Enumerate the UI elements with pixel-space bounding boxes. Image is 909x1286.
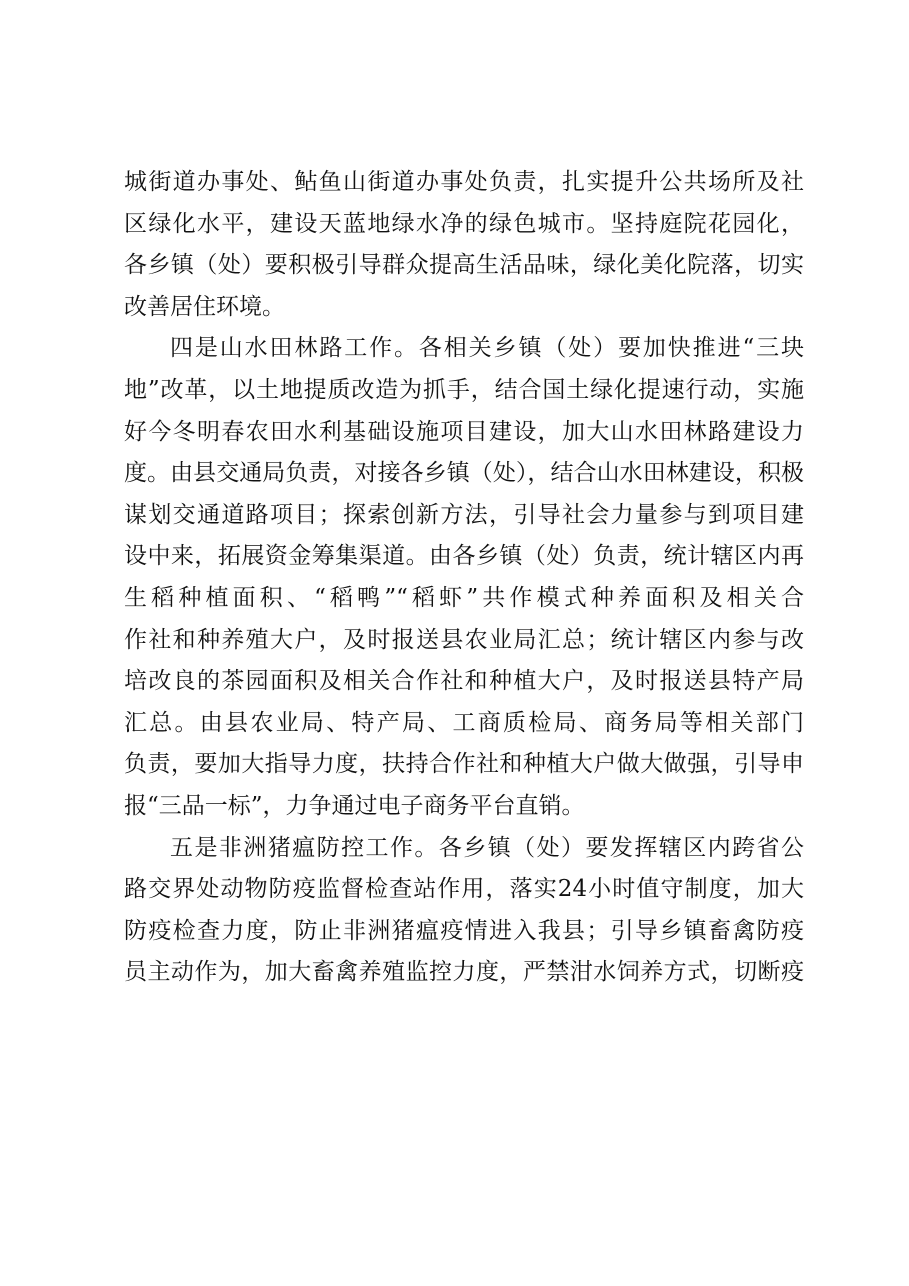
text-line: 负责，要加大指导力度，扶持合作社和种植大户做大做强，引导申	[124, 751, 804, 778]
text-line: 四是山水田林路工作。各相关乡镇（处）要加快推进“三块	[170, 335, 804, 362]
text-line: 改善居住环境。	[124, 293, 285, 320]
text-line: 五是非洲猪瘟防控工作。各乡镇（处）要发挥辖区内跨省公	[170, 834, 804, 861]
text-line: 谋划交通道路项目；探索创新方法，引导社会力量参与到项目建	[124, 501, 804, 528]
text-line: 防疫检查力度，防止非洲猪瘟疫情进入我县；引导乡镇畜禽防疫	[124, 917, 804, 944]
text-line: 地”改革，以土地提质改造为抓手，结合国土绿化提速行动，实施	[124, 376, 804, 403]
text-line: 度。由县交通局负责，对接各乡镇（处），结合山水田林建设，积极	[124, 460, 804, 487]
text-line: 设中来，拓展资金筹集渠道。由各乡镇（处）负责，统计辖区内再	[124, 543, 804, 570]
text-line: 区绿化水平，建设天蓝地绿水净的绿色城市。坚持庭院花园化，	[124, 210, 804, 237]
text-line: 作社和种养殖大户，及时报送县农业局汇总；统计辖区内参与改	[124, 626, 804, 653]
text-line: 路交界处动物防疫监督检查站作用，落实24小时值守制度，加大	[124, 876, 804, 903]
text-line: 城街道办事处、鲇鱼山街道办事处负责，扎实提升公共场所及社	[124, 169, 804, 195]
document-body	[124, 162, 804, 994]
text-line: 汇总。由县农业局、特产局、工商质检局、商务局等相关部门	[124, 709, 804, 736]
text-line: 培改良的茶园面积及相关合作社和种植大户，及时报送县特产局	[124, 668, 804, 695]
text-line: 生稻种植面积、“稻鸭”“稻虾”共作模式种养面积及相关合	[124, 584, 804, 611]
text-line: 各乡镇（处）要积极引导群众提高生活品味，绿化美化院落，切实	[124, 252, 804, 279]
text-line: 报“三品一标”，力争通过电子商务平台直销。	[124, 792, 585, 819]
text-line: 好今冬明春农田水利基础设施项目建设，加大山水田林路建设力	[124, 418, 804, 445]
text-line: 员主动作为，加大畜禽养殖监控力度，严禁泔水饲养方式，切断疫	[124, 959, 804, 986]
